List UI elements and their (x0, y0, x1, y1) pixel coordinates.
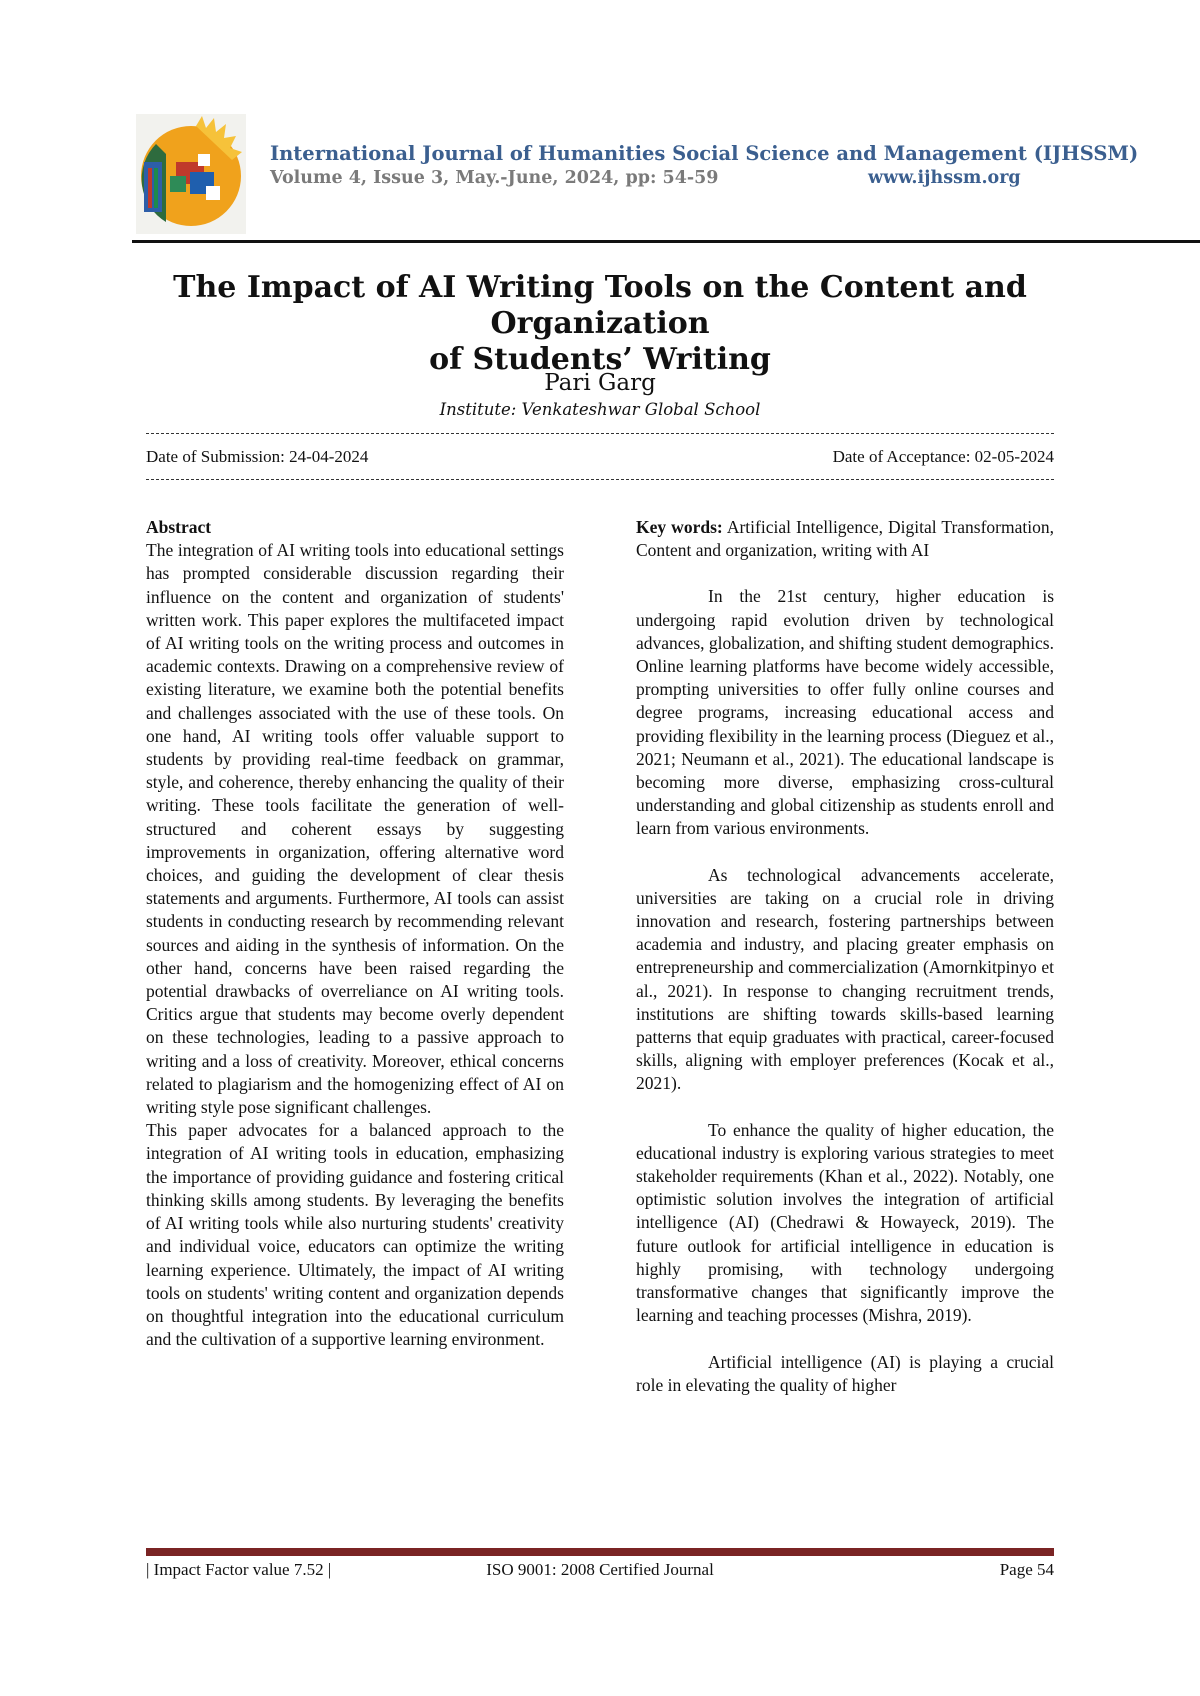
paper-title-line-1: The Impact of AI Writing Tools on the Content and Organization (173, 270, 1027, 341)
abstract-column (146, 516, 564, 1351)
author-name: Pari Garg (544, 370, 656, 396)
acceptance-date: Date of Acceptance: 02-05-2024 (832, 447, 1054, 466)
body-paragraph-1: In the 21st century, higher education is undergoing rapid evolution driven by technological advances, globalization, and shifting student demographics. Online learning platforms have become widely accessible, prompting universities to offer fully online courses and degree programs, increasing educational access and providing flexibility in the learning process (Dieguez et al., 2021; Neumann et al., 2021). The educational landscape is becoming more diverse, emphasizing cross-cultural understanding and global citizenship as students enroll and learn from various environments. (636, 586, 1054, 839)
submission-date: Date of Submission: 24-04-2024 (146, 447, 369, 466)
journal-logo (136, 114, 246, 234)
divider-bottom (146, 479, 1054, 480)
body-column (636, 516, 1054, 1397)
journal-name: International Journal of Humanities Social Science and Management (IJHSSM) (270, 142, 1139, 165)
author-institute: Institute: Venkateshwar Global School (439, 400, 761, 419)
spacer (636, 1096, 1054, 1119)
footer-bar (146, 1548, 1054, 1556)
journal-website-link[interactable]: www.ijhssm.org (868, 168, 1021, 188)
spacer (636, 562, 1054, 585)
volume-info: Volume 4, Issue 3, May.-June, 2024, pp: 54-59 (270, 168, 719, 188)
paper-title (130, 270, 1070, 378)
paper-title-line-2: of Students’ Writing (429, 342, 771, 377)
iso-certification: ISO 9001: 2008 Certified Journal (486, 1560, 714, 1579)
keywords-label: Key words: (636, 517, 723, 537)
abstract-heading: Abstract (146, 517, 212, 537)
page-number: Page 54 (999, 1560, 1054, 1579)
spacer (636, 1328, 1054, 1351)
divider-top (146, 433, 1054, 434)
abstract-paragraph-1: The integration of AI writing tools into educational settings has prompted considerable discussion regarding their influence on the content and organization of students' written work. This paper explores the multifaceted impact of AI writing tools on the writing process and outcomes in academic contexts. Drawing on a comprehensive review of existing literature, we examine both the potential benefits and challenges associated with the use of these tools. On one hand, AI writing tools offer valuable support to students by providing real-time feedback on grammar, style, and coherence, thereby enhancing the quality of their writing. These tools facilitate the generation of well-structured and coherent essays by suggesting improvements in organization, offering alternative word choices, and guiding the development of clear thesis statements and arguments. Furthermore, AI tools can assist students in conducting research by recommending relevant sources and aiding in the synthesis of information. On the other hand, concerns have been raised regarding the potential drawbacks of overreliance on AI writing tools. Critics argue that students may become overly dependent on these technologies, leading to a passive approach to writing and a loss of creativity. Moreover, ethical concerns related to plagiarism and the homogenizing effect of AI on writing style pose significant challenges. (146, 540, 564, 1118)
abstract-paragraph-2: This paper advocates for a balanced approach to the integration of AI writing tools in education, emphasizing the importance of providing guidance and fostering critical thinking skills among students. By leveraging the benefits of AI writing tools while also nurturing students' creativity and individual voice, educators can optimize the writing learning experience. Ultimately, the impact of AI writing tools on students' writing content and organization depends on thoughtful integration into the educational curriculum and the cultivation of a supportive learning environment. (146, 1120, 564, 1350)
impact-factor: | Impact Factor value 7.52 | (146, 1560, 332, 1579)
body-paragraph-2: As technological advancements accelerate, universities are taking on a crucial role in driving innovation and research, fostering partnerships between academia and industry, and placing greater emphasis on entrepreneurship and commercialization (Amornkitpinyo et al., 2021). In response to changing recruitment trends, institutions are shifting towards skills-based learning patterns that equip graduates with practical, career-focused skills, aligning with employer preferences (Kocak et al., 2021). (636, 864, 1054, 1094)
header-rule (132, 240, 1200, 243)
body-paragraph-3: To enhance the quality of higher education, the educational industry is exploring various strategies to meet stakeholder requirements (Khan et al., 2022). Notably, one optimistic solution involves the integration of artificial intelligence (AI) (Chedrawi & Howayeck, 2019). The future outlook for artificial intelligence in education is highly promising, with technology undergoing transformative changes that significantly improve the learning and teaching processes (Mishra, 2019). (636, 1119, 1054, 1326)
body-paragraph-4: Artificial intelligence (AI) is playing a crucial role in elevating the quality of higher (636, 1351, 1054, 1395)
keywords-text: Artificial Intelligence, Digital Transformation, Content and organization, writing with AI (636, 517, 1054, 561)
journal-logo-icon (136, 114, 246, 234)
keywords (636, 516, 1054, 562)
spacer (636, 841, 1054, 864)
